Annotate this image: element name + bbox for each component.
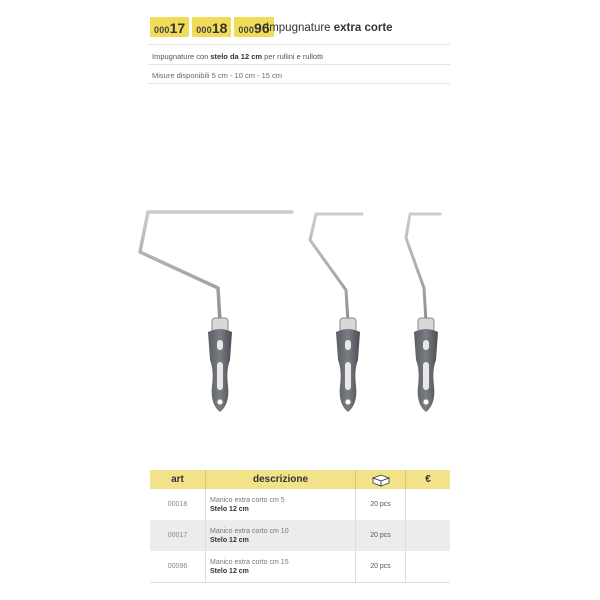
- divider: [148, 44, 450, 45]
- cell-description: [206, 520, 356, 551]
- title-bold: extra corte: [333, 22, 393, 34]
- code-suffix: 18: [211, 20, 228, 36]
- cell-art: 00017: [150, 520, 206, 551]
- line1-text-a: Impugnature con: [152, 52, 211, 61]
- header-price: €: [425, 474, 431, 485]
- line1-text-b: per rullini e rullotti: [262, 52, 323, 61]
- header-pack: [356, 470, 406, 489]
- handle-small: [406, 214, 440, 412]
- description-text: Manico extra corto cm 10: [210, 527, 289, 535]
- description-line-1: [152, 52, 323, 61]
- code-suffix: 17: [169, 20, 186, 36]
- product-table: [150, 470, 450, 583]
- divider: [148, 83, 450, 84]
- cell-price: [406, 551, 450, 582]
- code-badge-17: [150, 17, 189, 37]
- cell-description: [206, 551, 356, 582]
- table-row: [150, 551, 450, 583]
- description-line-2: Misure disponibili 5 cm - 10 cm - 15 cm: [152, 71, 283, 80]
- cell-pcs: 20 pcs: [356, 551, 406, 582]
- description-text: Manico extra corto cm 5: [210, 496, 285, 504]
- cell-pcs: 20 pcs: [356, 489, 406, 520]
- title-regular: Impugnature: [266, 22, 334, 34]
- header-descrizione: descrizione: [206, 470, 356, 489]
- handle-large: [140, 212, 292, 412]
- table-row: [150, 520, 450, 551]
- divider: [148, 64, 450, 65]
- code-suffix: 96: [254, 20, 270, 36]
- roller-handles-photo: [120, 190, 480, 440]
- cell-art: 00096: [150, 551, 206, 582]
- handle-medium: [310, 214, 362, 412]
- box-icon: [370, 473, 392, 487]
- page-title: [266, 22, 393, 34]
- header-art: art: [150, 470, 206, 489]
- description-stem: Stelo 12 cm: [210, 505, 249, 513]
- table-row: [150, 489, 450, 520]
- code-prefix: 000: [196, 25, 212, 35]
- cell-price: [406, 520, 450, 551]
- product-code-badges: [150, 17, 274, 37]
- cell-art: 00018: [150, 489, 206, 520]
- cell-price: [406, 489, 450, 520]
- code-prefix: 000: [154, 25, 170, 35]
- cell-pcs: 20 pcs: [356, 520, 406, 551]
- description-text: Manico extra corto cm 15: [210, 558, 289, 566]
- cell-description: [206, 489, 356, 520]
- code-prefix: 000: [238, 25, 255, 35]
- description-stem: Stelo 12 cm: [210, 536, 249, 544]
- code-badge-18: [192, 17, 231, 37]
- description-stem: Stelo 12 cm: [210, 567, 249, 575]
- line1-bold: stelo da 12 cm: [210, 52, 263, 61]
- table-header: [150, 470, 450, 489]
